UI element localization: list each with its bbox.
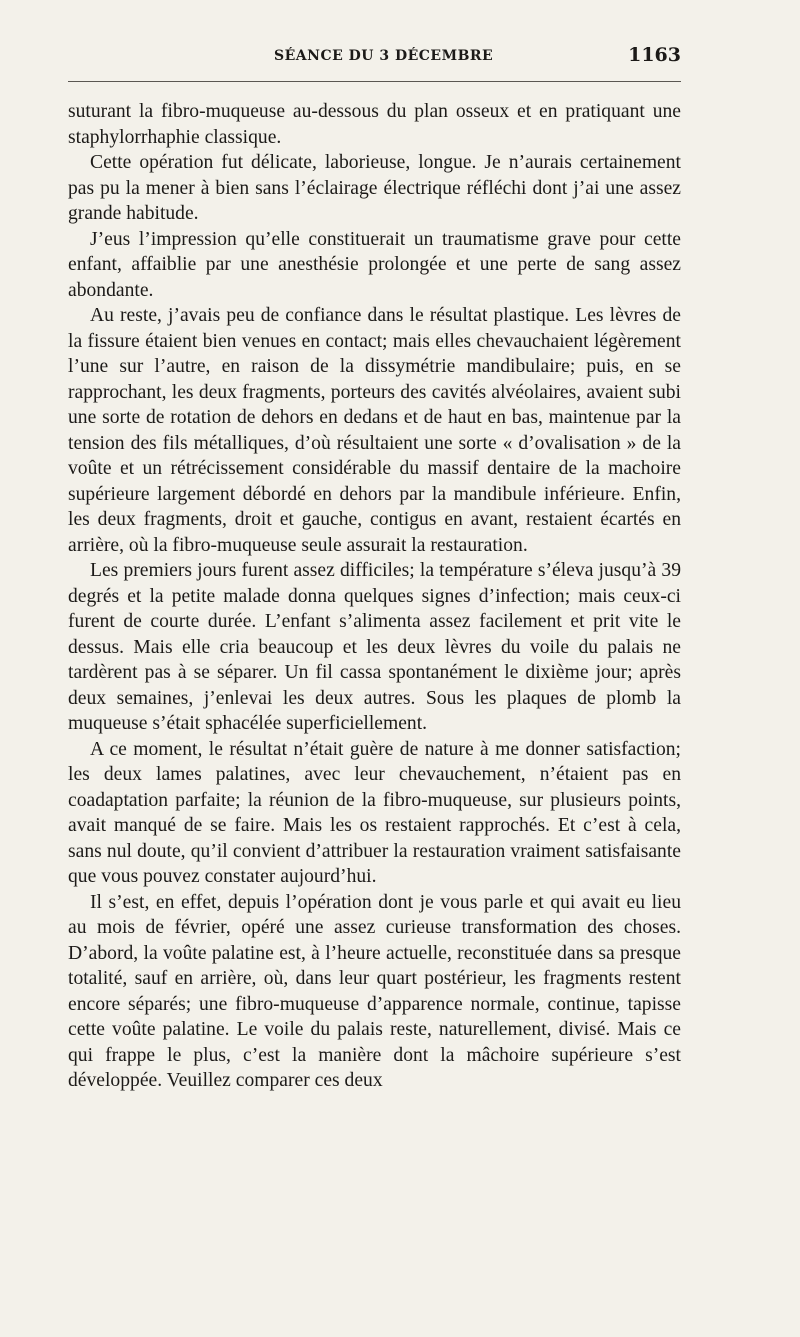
body-text — [68, 99, 681, 1094]
paragraph: Cette opération fut délicate, laborieuse, longue. Je n’aurais certainement pas pu la mener à bien sans l’éclairage électrique réfléchi dont j’ai une assez grande habitude. — [68, 152, 681, 224]
paragraph: Il s’est, en effet, depuis l’opération dont je vous parle et qui avait eu lieu au mois de février, opéré une assez curieuse transformation des choses. D’abord, la voûte palatine est, à l’heure actuelle, reconstituée dans sa presque totalité, sauf en arrière, où, dans leur quart postérieur, les fragments restent encore séparés; une fibro-muqueuse d’apparence normale, continue, tapisse cette voûte palatine. Le voile du palais reste, naturellement, divisé. Mais ce qui frappe le plus, c’est la manière dont la mâchoire supérieure s’est développée. Veuillez comparer ces deux — [68, 891, 681, 1091]
paragraph: suturant la fibro-muqueuse au-dessous du plan osseux et en pratiquant une staphylorrhaphie classique. — [68, 101, 681, 148]
paragraph: Les premiers jours furent assez difficiles; la température s’éleva jusqu’à 39 degrés et la petite malade donna quelques signes d’infection; mais ceux-ci furent de courte durée. L’enfant s’alimenta assez facilement et prit vite le dessus. Mais elle cria beaucoup et les deux lèvres du voile du palais ne tardèrent pas à se séparer. Un fil cassa spontanément le dixième jour; après deux semaines, j’enlevai les deux autres. Sous les plaques de plomb la muqueuse s’était sphacélée superficiellement. — [68, 560, 681, 734]
page-header — [68, 42, 681, 72]
paragraph: A ce moment, le résultat n’était guère de nature à me donner satisfaction; les deux lames palatines, avec leur chevauchement, n’étaient pas en coadaptation parfaite; la réunion de la fibro-muqueuse, sur plusieurs points, avait manqué de se faire. Mais les os restaient rapprochés. Et c’est à cela, sans nul doute, qu’il convient d’attribuer la restauration vraiment satisfaisante que vous pouvez constater aujourd’hui. — [68, 738, 681, 887]
paragraph: J’eus l’impression qu’elle constituerait un traumatisme grave pour cette enfant, affaiblie par une anesthésie prolongée et une perte de sang assez abondante. — [68, 228, 681, 301]
paragraph: Au reste, j’avais peu de confiance dans le résultat plastique. Les lèvres de la fissure étaient bien venues en contact; mais elles chevauchaient légèrement l’une sur l’autre, en raison de la dissymétrie mandibulaire; puis, en se rapprochant, les deux fragments, porteurs des cavités alvéolaires, avaient subi une sorte de rotation de dehors en dedans et de haut en bas, maintenue par la tension des fils métalliques, d’où résultaient une sorte « d’ovalisation » de la voûte et un rétrécissement considérable du massif dentaire de la machoire supérieure largement débordé en dehors par la mandibule inférieure. Enfin, les deux fragments, droit et gauche, contigus en avant, restaient écartés en arrière, où la fibro-muqueuse seule assurait la restauration. — [68, 305, 681, 556]
page-number: 1163 — [628, 44, 681, 66]
header-rule — [68, 81, 681, 82]
running-title: SÉANCE DU 3 DÉCEMBRE — [274, 48, 494, 64]
